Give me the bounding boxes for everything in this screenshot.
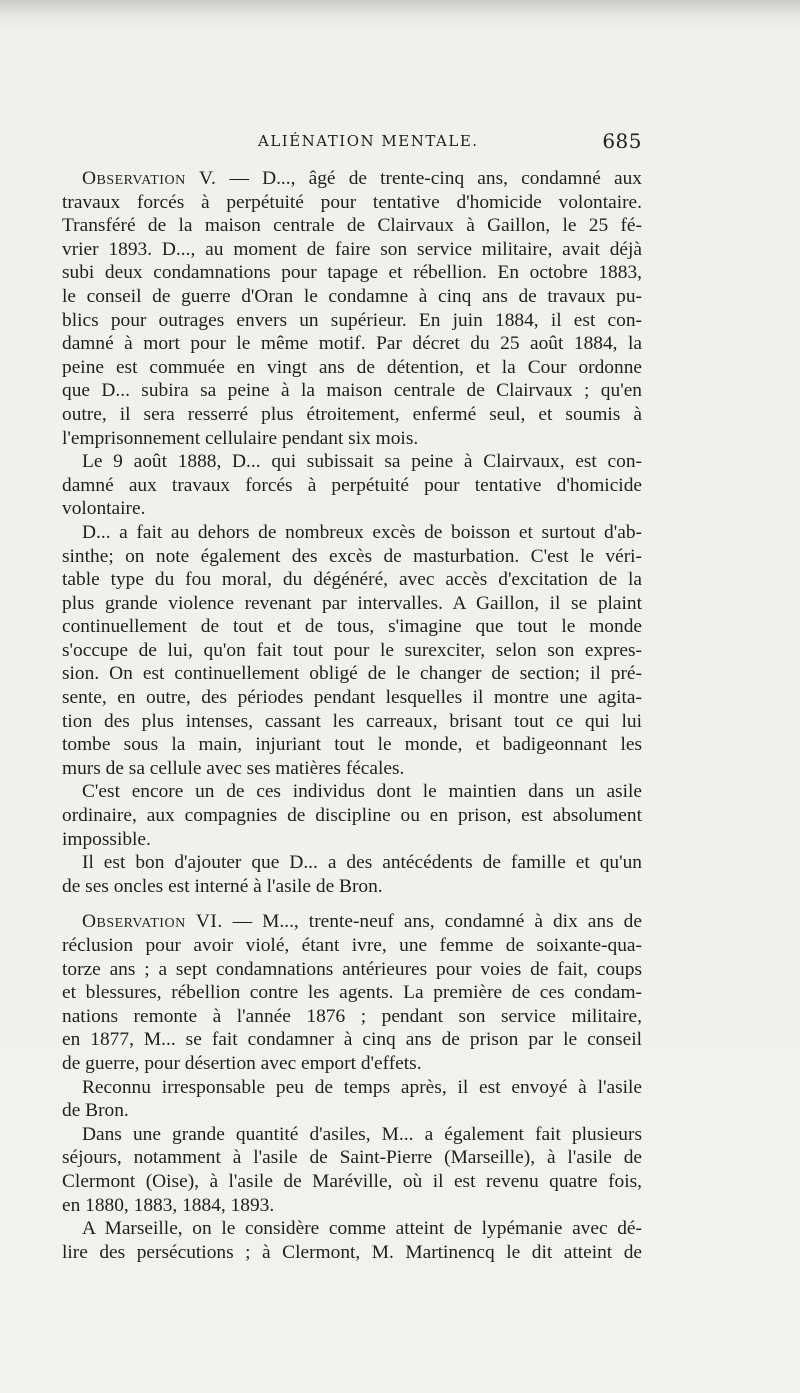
text-line: Observation V. — D..., âgé de trente-cinq ans, condamné aux (82, 168, 642, 189)
text-line: Transféré de la maison centrale de Clairvaux à Gaillon, le 25 fé- (62, 215, 642, 237)
text-line: en 1880, 1883, 1884, 1893. (62, 1194, 275, 1216)
text-line: en 1877, M... se fait condamner à cinq ans de prison par le conseil (62, 1029, 642, 1051)
body-text (62, 167, 642, 1264)
text-line: sion. On est continuellement obligé de le changer de section; il pré- (62, 663, 642, 685)
text-line: Le 9 août 1888, D... qui subissait sa peine à Clairvaux, est con- (82, 451, 642, 473)
text-line: Dans une grande quantité d'asiles, M... a également fait plusieurs (82, 1123, 642, 1145)
text-line: de guerre, pour désertion avec emport d'effets. (62, 1052, 422, 1074)
text-line: vrier 1893. D..., au moment de faire son service militaire, avait déjà (62, 238, 642, 260)
text-line: murs de sa cellule avec ses matières fécales. (62, 757, 405, 779)
text-line: et blessures, rébellion contre les agents. La première de ces condam- (62, 982, 642, 1004)
text-line: damné à mort pour le même motif. Par décret du 25 août 1884, la (62, 333, 642, 355)
text-line: que D... subira sa peine à la maison centrale de Clairvaux ; qu'en (62, 380, 642, 402)
text-line: volontaire. (62, 498, 146, 520)
text-line: damné aux travaux forcés à perpétuité pour tentative d'homicide (62, 474, 642, 496)
running-title: ALIÉNATION MENTALE. (258, 132, 479, 150)
text-line: subi deux condamnations pour tapage et rébellion. En octobre 1883, (62, 262, 642, 284)
text-line: réclusion pour avoir violé, étant ivre, une femme de soixante-qua- (62, 935, 642, 956)
text-line: sinthe; on note également des excès de masturbation. C'est le véri- (62, 545, 642, 567)
observation-label: Observation V. (82, 168, 217, 189)
text-line: torze ans ; a sept condamnations antérieures pour voies de fait, coups (62, 958, 642, 980)
section-gap (62, 898, 642, 910)
text-line: le conseil de guerre d'Oran le condamne à cinq ans de travaux pu- (62, 285, 642, 307)
page-number: 685 (602, 129, 642, 153)
text-line: nations remonte à l'année 1876 ; pendant son service militaire, (62, 1005, 642, 1027)
text-line: séjours, notamment à l'asile de Saint-Pierre (Marseille), à l'asile de (62, 1147, 642, 1169)
text-line: Reconnu irresponsable peu de temps après, il est envoyé à l'asile (82, 1076, 642, 1098)
text-line: impossible. (62, 828, 151, 850)
text-line: table type du fou moral, du dégénéré, avec accès d'excitation de la (62, 569, 642, 591)
text-line: Observation VI. — M..., trente-neuf ans, condamné à dix ans de (82, 911, 642, 933)
text-line: peine est commuée en vingt ans de détention, et la Cour ordonne (62, 356, 642, 378)
text-line: s'occupe de lui, qu'on fait tout pour le surexciter, selon son expres- (62, 639, 642, 661)
text-line: C'est encore un de ces individus dont le maintien dans un asile (82, 781, 642, 803)
text-line: outre, il sera resserré plus étroitement, enfermé seul, et soumis à (62, 403, 642, 425)
text-line: sente, en outre, des périodes pendant lesquelles il montre une agita- (62, 687, 642, 709)
text-line: continuellement de tout et de tous, s'imagine que tout le monde (62, 616, 642, 638)
text-line: Il est bon d'ajouter que D... a des antécédents de famille et qu'un (82, 852, 642, 874)
text-line: tion des plus intenses, cassant les carreaux, brisant tout ce qui lui (62, 710, 642, 732)
text-line: blics pour outrages envers un supérieur. En juin 1884, il est con- (62, 309, 642, 331)
text-line: l'emprisonnement cellulaire pendant six mois. (62, 427, 419, 449)
text-line: A Marseille, on le considère comme atteint de lypémanie avec dé- (82, 1218, 642, 1240)
observation-label: Observation VI. (82, 911, 223, 933)
observation-vi (62, 910, 642, 1264)
text-line: de Bron. (62, 1100, 129, 1122)
text-line: travaux forcés à perpétuité pour tentative d'homicide volontaire. (62, 191, 642, 213)
text-line: tombe sous la main, injuriant tout le monde, et badigeonnant les (62, 734, 642, 756)
text-line: lire des persécutions ; à Clermont, M. Martinencq le dit atteint de (62, 1241, 642, 1263)
text-line: D... a fait au dehors de nombreux excès de boisson et surtout d'ab- (82, 521, 642, 543)
running-header (62, 129, 642, 156)
text-line: plus grande violence revenant par intervalles. A Gaillon, il se plaint (62, 592, 642, 614)
observation-v (62, 167, 642, 898)
text-line: ordinaire, aux compagnies de discipline ou en prison, est absolument (62, 805, 642, 827)
text-line: Clermont (Oise), à l'asile de Maréville, où il est revenu quatre fois, (62, 1170, 642, 1192)
text-line: de ses oncles est interné à l'asile de Bron. (62, 875, 383, 897)
